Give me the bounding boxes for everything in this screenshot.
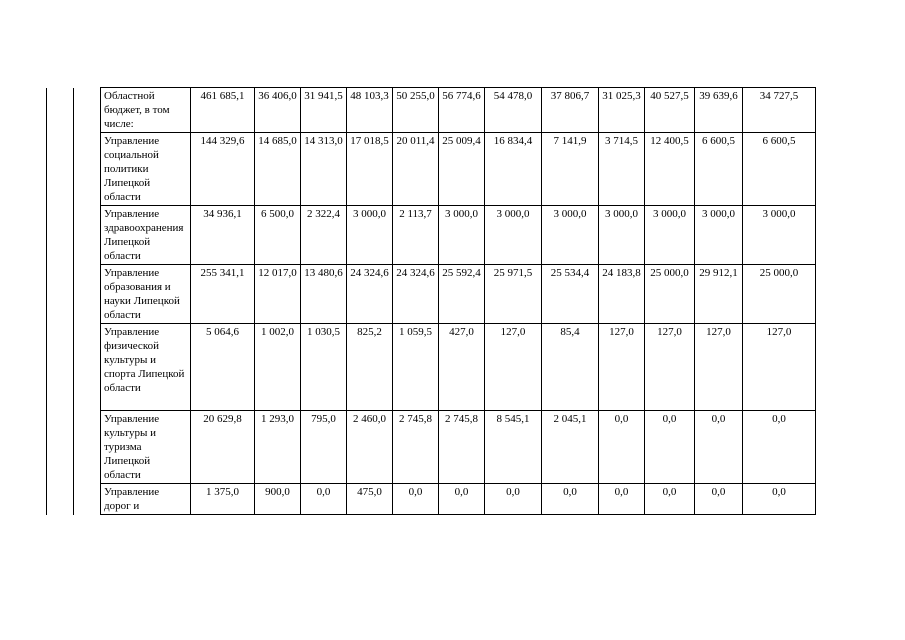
value-cell: 1 030,5 (301, 324, 347, 411)
value-cell: 39 639,6 (695, 88, 743, 133)
value-cell: 50 255,0 (393, 88, 439, 133)
table-body (47, 88, 816, 515)
value-cell: 0,0 (542, 484, 599, 515)
value-cell: 1 293,0 (255, 411, 301, 484)
value-cell: 2 745,8 (393, 411, 439, 484)
value-cell: 475,0 (347, 484, 393, 515)
value-cell: 1 002,0 (255, 324, 301, 411)
value-cell: 40 527,5 (645, 88, 695, 133)
value-cell: 0,0 (743, 484, 816, 515)
budget-table (46, 87, 816, 515)
value-cell: 25 000,0 (645, 265, 695, 324)
value-cell: 56 774,6 (439, 88, 485, 133)
value-cell: 3 000,0 (743, 206, 816, 265)
value-cell: 25 009,4 (439, 133, 485, 206)
value-cell: 2 045,1 (542, 411, 599, 484)
empty-cell (47, 484, 74, 515)
table-row (47, 88, 816, 133)
empty-cell (47, 133, 74, 206)
table-row (47, 411, 816, 484)
value-cell: 3 000,0 (695, 206, 743, 265)
table-row (47, 133, 816, 206)
value-cell: 2 322,4 (301, 206, 347, 265)
value-cell: 6 500,0 (255, 206, 301, 265)
value-cell: 0,0 (695, 484, 743, 515)
value-cell: 54 478,0 (485, 88, 542, 133)
value-cell: 1 375,0 (191, 484, 255, 515)
value-cell: 0,0 (645, 411, 695, 484)
value-cell: 127,0 (485, 324, 542, 411)
row-name-cell: Управление дорог и (101, 484, 191, 515)
value-cell: 900,0 (255, 484, 301, 515)
value-cell: 3 000,0 (599, 206, 645, 265)
value-cell: 14 685,0 (255, 133, 301, 206)
value-cell: 0,0 (393, 484, 439, 515)
value-cell: 255 341,1 (191, 265, 255, 324)
value-cell: 25 592,4 (439, 265, 485, 324)
value-cell: 17 018,5 (347, 133, 393, 206)
empty-cell (47, 88, 74, 133)
value-cell: 127,0 (645, 324, 695, 411)
value-cell: 3 000,0 (485, 206, 542, 265)
table-row (47, 206, 816, 265)
value-cell: 16 834,4 (485, 133, 542, 206)
value-cell: 3 000,0 (347, 206, 393, 265)
value-cell: 37 806,7 (542, 88, 599, 133)
row-name-cell: Управление образования и науки Липецкой области (101, 265, 191, 324)
value-cell: 20 011,4 (393, 133, 439, 206)
empty-cell (74, 484, 101, 515)
table-row (47, 484, 816, 515)
value-cell: 0,0 (439, 484, 485, 515)
row-name-cell: Управление физической культуры и спорта Липецкой области (101, 324, 191, 411)
value-cell: 34 936,1 (191, 206, 255, 265)
value-cell: 0,0 (301, 484, 347, 515)
empty-cell (47, 265, 74, 324)
value-cell: 2 113,7 (393, 206, 439, 265)
value-cell: 20 629,8 (191, 411, 255, 484)
value-cell: 825,2 (347, 324, 393, 411)
row-name-cell: Управление социальной политики Липецкой области (101, 133, 191, 206)
value-cell: 3 000,0 (439, 206, 485, 265)
value-cell: 13 480,6 (301, 265, 347, 324)
value-cell: 0,0 (599, 411, 645, 484)
value-cell: 85,4 (542, 324, 599, 411)
value-cell: 5 064,6 (191, 324, 255, 411)
value-cell: 24 183,8 (599, 265, 645, 324)
table-row (47, 324, 816, 411)
value-cell: 12 017,0 (255, 265, 301, 324)
value-cell: 127,0 (599, 324, 645, 411)
value-cell: 461 685,1 (191, 88, 255, 133)
value-cell: 25 971,5 (485, 265, 542, 324)
value-cell: 24 324,6 (347, 265, 393, 324)
value-cell: 31 941,5 (301, 88, 347, 133)
row-name-cell: Управление культуры и туризма Липецкой области (101, 411, 191, 484)
empty-cell (74, 411, 101, 484)
value-cell: 3 714,5 (599, 133, 645, 206)
value-cell: 8 545,1 (485, 411, 542, 484)
empty-cell (74, 88, 101, 133)
empty-cell (74, 133, 101, 206)
value-cell: 6 600,5 (743, 133, 816, 206)
empty-cell (74, 324, 101, 411)
value-cell: 144 329,6 (191, 133, 255, 206)
value-cell: 25 534,4 (542, 265, 599, 324)
value-cell: 0,0 (743, 411, 816, 484)
value-cell: 0,0 (695, 411, 743, 484)
value-cell: 2 745,8 (439, 411, 485, 484)
value-cell: 24 324,6 (393, 265, 439, 324)
value-cell: 29 912,1 (695, 265, 743, 324)
empty-cell (47, 324, 74, 411)
row-name-cell: Управление здравоохранения Липецкой области (101, 206, 191, 265)
empty-cell (47, 411, 74, 484)
value-cell: 12 400,5 (645, 133, 695, 206)
value-cell: 7 141,9 (542, 133, 599, 206)
value-cell: 3 000,0 (542, 206, 599, 265)
value-cell: 127,0 (743, 324, 816, 411)
table-row (47, 265, 816, 324)
value-cell: 25 000,0 (743, 265, 816, 324)
value-cell: 0,0 (599, 484, 645, 515)
value-cell: 34 727,5 (743, 88, 816, 133)
value-cell: 3 000,0 (645, 206, 695, 265)
value-cell: 127,0 (695, 324, 743, 411)
value-cell: 427,0 (439, 324, 485, 411)
row-name-cell: Областной бюджет, в том числе: (101, 88, 191, 133)
value-cell: 48 103,3 (347, 88, 393, 133)
document-page (46, 87, 816, 515)
value-cell: 0,0 (645, 484, 695, 515)
empty-cell (74, 206, 101, 265)
value-cell: 31 025,3 (599, 88, 645, 133)
value-cell: 2 460,0 (347, 411, 393, 484)
value-cell: 6 600,5 (695, 133, 743, 206)
value-cell: 14 313,0 (301, 133, 347, 206)
value-cell: 1 059,5 (393, 324, 439, 411)
value-cell: 0,0 (485, 484, 542, 515)
value-cell: 36 406,0 (255, 88, 301, 133)
empty-cell (47, 206, 74, 265)
empty-cell (74, 265, 101, 324)
value-cell: 795,0 (301, 411, 347, 484)
